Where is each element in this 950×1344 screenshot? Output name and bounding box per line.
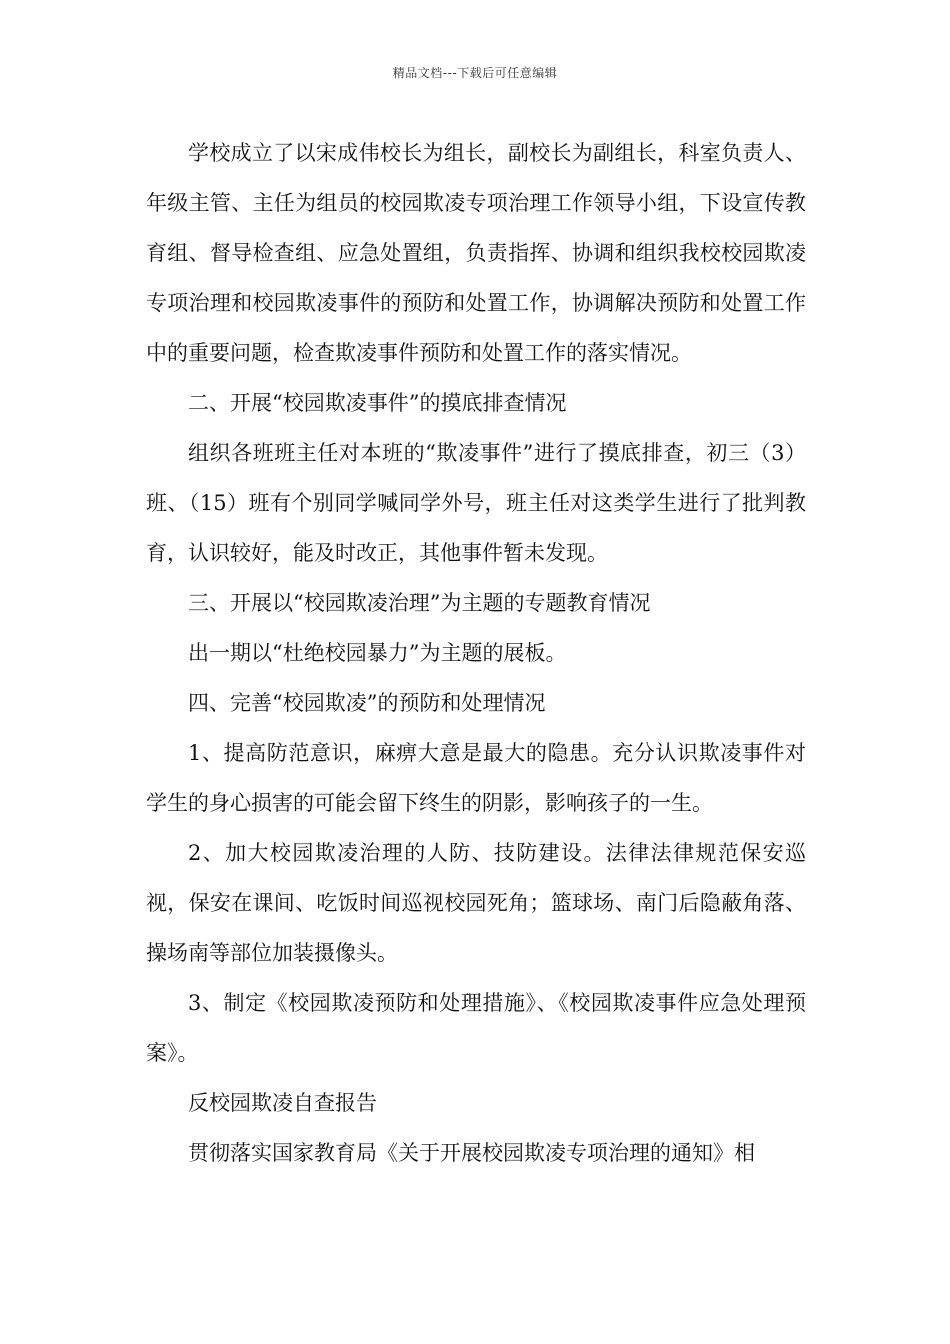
page-header: 精品文档---下载后可任意编辑	[392, 66, 558, 80]
section-heading-prevention: 四、完善“校园欺凌”的预防和处理情况	[188, 691, 546, 715]
document-body	[146, 128, 806, 1178]
paragraph-investigation: 组织各班班主任对本班的“欺凌事件”进行了摸底排查，初三（3）班、（15）班有个别同学喊同学外号，班主任对这类学生进行了批判教育，认识较好，能及时改正，其他事件暂未发现。	[146, 441, 806, 565]
section-heading-education: 三、开展以“校园欺凌治理”为主题的专题教育情况	[188, 591, 651, 615]
paragraph-report-intro: 贯彻落实国家教育局《关于开展校园欺凌专项治理的通知》相	[188, 1141, 755, 1165]
paragraph-leadership-group: 学校成立了以宋成伟校长为组长，副校长为副组长，科室负责人、年级主管、主任为组员的校园欺凌专项治理工作领导小组，下设宣传教育组、督导检查组、应急处置组，负责指挥、协调和组织我校校园欺凌专项治理和校园欺凌事件的预防和处置工作，协调解决预防和处置工作中的重要问题，检查欺凌事件预防和处置工作的落实情况。	[146, 141, 806, 365]
section-heading-investigation: 二、开展“校园欺凌事件”的摸底排查情况	[188, 391, 567, 415]
paragraph-prevention-3: 3、制定《校园欺凌预防和处理措施》、《校园欺凌事件应急处理预案》。	[146, 991, 806, 1065]
report-title: 反校园欺凌自查报告	[188, 1091, 377, 1115]
paragraph-prevention-1: 1、提高防范意识，麻痹大意是最大的隐患。充分认识欺凌事件对学生的身心损害的可能会留下终生的阴影，影响孩子的一生。	[146, 741, 806, 815]
paragraph-prevention-2: 2、加大校园欺凌治理的人防、技防建设。法律法律规范保安巡视，保安在课间、吃饭时间巡视校园死角；篮球场、南门后隐蔽角落、操场南等部位加装摄像头。	[146, 841, 806, 965]
paragraph-education: 出一期以“杜绝校园暴力”为主题的展板。	[188, 641, 567, 665]
